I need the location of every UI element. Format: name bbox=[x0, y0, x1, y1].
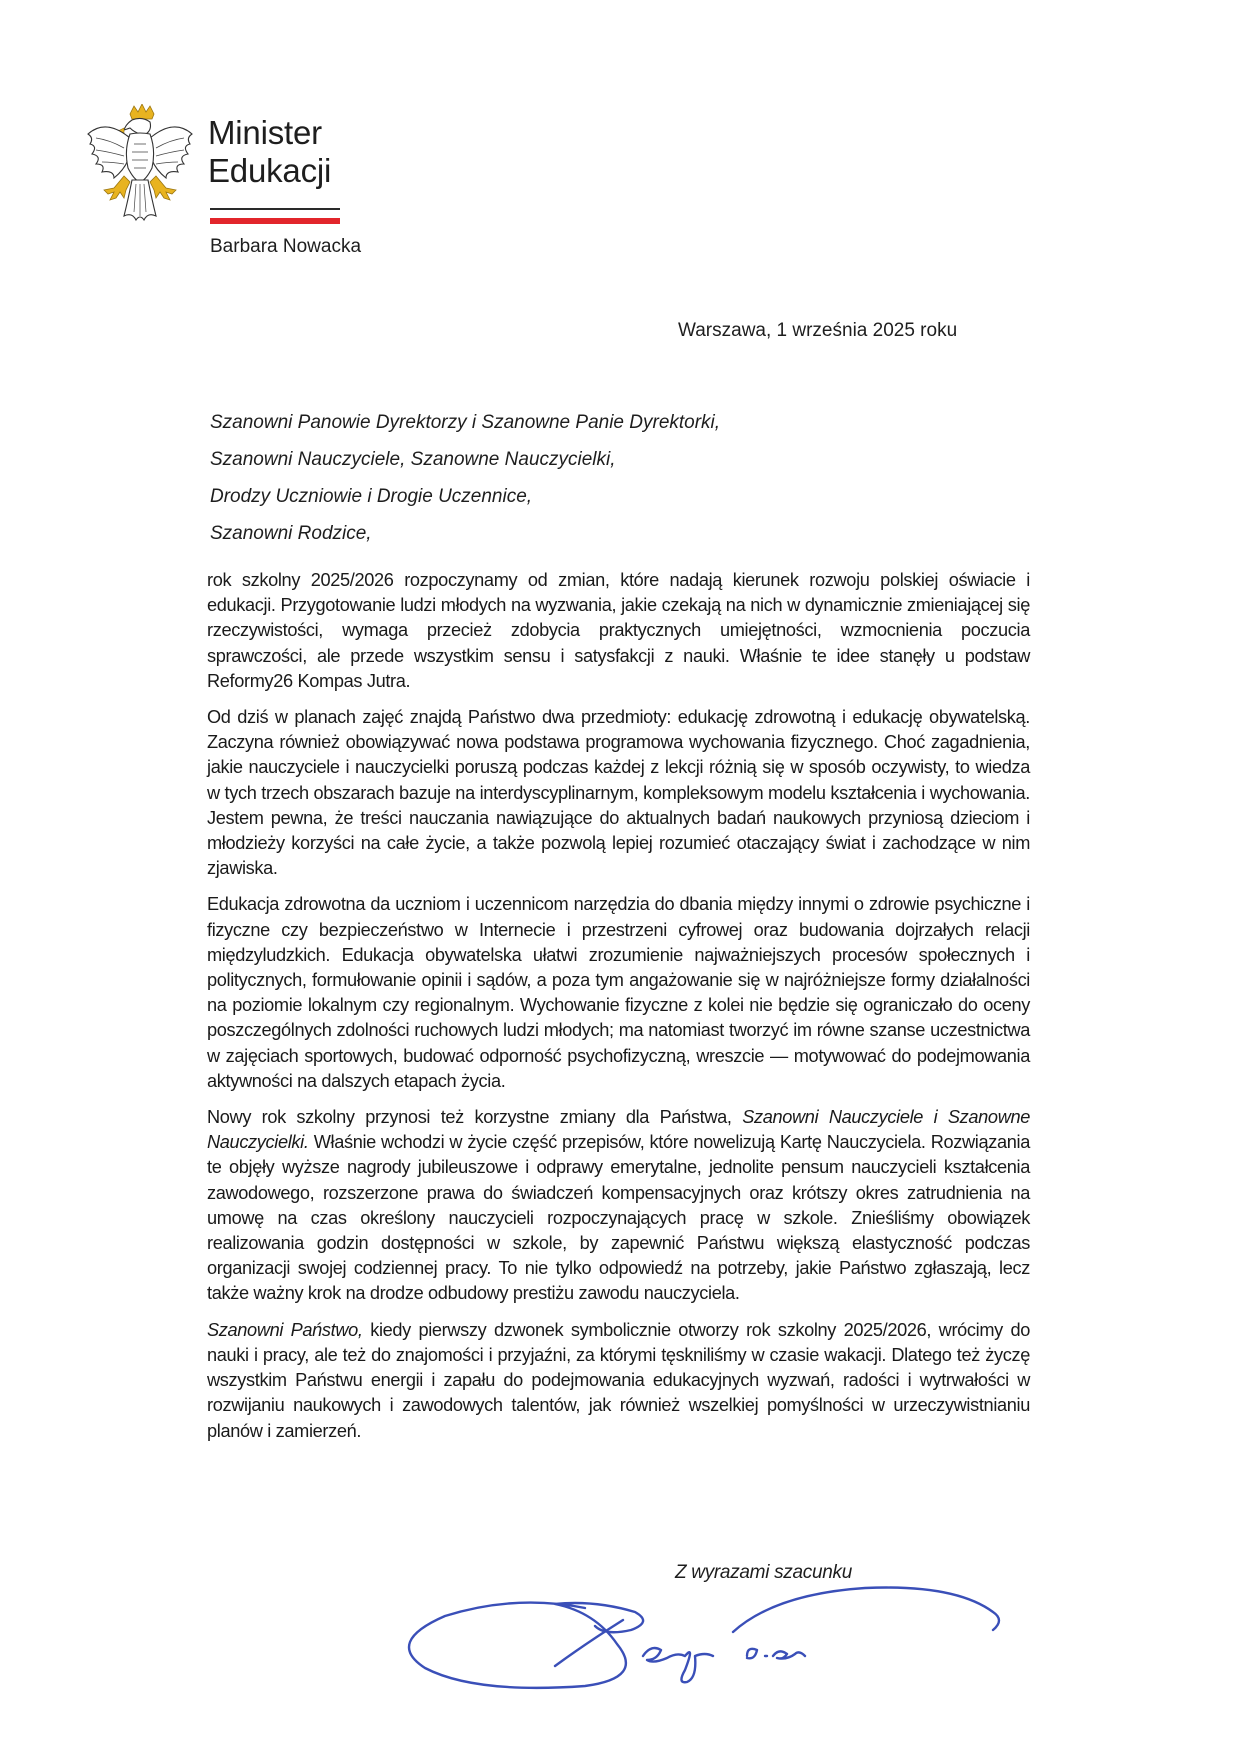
flag-divider-dark bbox=[210, 208, 340, 210]
organization-name bbox=[208, 114, 331, 190]
paragraph-2: Od dziś w planach zajęć znajdą Państwo dwa przedmioty: edukację zdrowotną i edukację obywatelską. Zaczyna również obowiązywać nowa podstawa programowa wychowania fizycznego. Choć zagadnienia, jakie nauczyciele i nauczycielki poruszą podczas każdej z lekcji różnią się w sposób oczywisty, to wiedza w tych trzech obszarach bazuje na interdyscyplinarnym, kompleksowym modelu kształcenia i wychowania. Jestem pewna, że treści nauczania nawiązujące do aktualnych badań naukowych przyniosą dzieciom i młodzieży korzyści na całe życie, a także pozwolą lepiej rozumieć otaczający świat i zachodzące w nim zjawiska. bbox=[207, 707, 1030, 879]
paragraph-4 bbox=[207, 1105, 1030, 1307]
salutation-line: Drodzy Uczniowie i Drogie Uczennice, bbox=[210, 486, 533, 507]
paragraph-4-rest: Właśnie wchodzi w życie część przepisów, które nowelizują Kartę Nauczyciela. Rozwiązania te objęły wyższe nagrody jubileuszowe i odprawy emerytalne, jednolite pensum nauczycieli kształcenia zawodowego, rozszerzone prawa do świadczeń kompensacyjnych oraz krótszy okres zatrudnienia na umowę na czas określony nauczycieli rozpoczynających pracę w szkole. Znieśliśmy obowiązek realizowania godzin dostępności w szkole, by zapewnić Państwu większą elastyczność podczas organizacji swojej codziennej pracy. To nie tylko odpowiedź na potrzeby, jakie Państwo zgłaszają, lecz także ważny krok na drodze odbudowy prestiżu zawodu nauczyciela. bbox=[207, 1132, 1030, 1304]
paragraph-4-lead: Nowy rok szkolny przynosi też korzystne zmiany dla Państwa, bbox=[207, 1107, 743, 1128]
paragraph-4-emphasis: Szanowni Nauczyciele i Szanowne Nauczycielki. bbox=[207, 1107, 1031, 1153]
letter-body bbox=[207, 568, 1030, 1455]
date-line: Warszawa, 1 września 2025 roku bbox=[678, 320, 958, 341]
org-line-2: Edukacji bbox=[208, 152, 332, 189]
salutation-line: Szanowni Rodzice, bbox=[210, 523, 372, 544]
white-eagle-emblem-icon bbox=[84, 104, 196, 224]
paragraph-5-rest: kiedy pierwszy dzwonek symbolicznie otworzy rok szkolny 2025/2026, wrócimy do nauki i pracy, ale też do znajomości i przyjaźni, za którymi tęskniliśmy w czasie wakacji. Dlatego też życzę wszystkim Państwu energii i zapału do podejmowania edukacyjnych wyzwań, radości i wytrwałości w rozwijaniu naukowych i zawodowych talentów, jak również wszelkiej pomyślności w urzeczywistnianiu planów i zamierzeń. bbox=[207, 1319, 1030, 1441]
salutation-line: Szanowni Nauczyciele, Szanowne Nauczycielki, bbox=[210, 449, 616, 470]
org-line-1: Minister bbox=[208, 114, 322, 151]
paragraph-5-emphasis: Szanowni Państwo, bbox=[207, 1319, 363, 1340]
closing-phrase: Z wyrazami szacunku bbox=[675, 1562, 852, 1583]
salutation-line: Szanowni Panowie Dyrektorzy i Szanowne Panie Dyrektorki, bbox=[210, 412, 721, 433]
paragraph-1: rok szkolny 2025/2026 rozpoczynamy od zmian, które nadają kierunek rozwoju polskiej oświacie i edukacji. Przygotowanie ludzi młodych na wyzwania, jakie czekają na nich w dynamicznie zmieniającej się rzeczywistości, wymaga przecież zdobycia praktycznych umiejętności, wzmocnienia poczucia sprawczości, ale przede wszystkim sensu i satysfakcji z nauki. Właśnie te idee stanęły u podstaw Reformy26 Kompas Jutra. bbox=[207, 570, 1030, 691]
salutations-block bbox=[210, 404, 720, 552]
flag-divider-red bbox=[210, 218, 340, 224]
paragraph-3: Edukacja zdrowotna da uczniom i uczennicom narzędzia do dbania między innymi o zdrowie psychiczne i fizyczne czy bezpieczeństwo w Internecie i przestrzeni cyfrowej oraz budowania dojrzałych relacji międzyludzkich. Edukacja obywatelska ułatwi zrozumienie najważniejszych procesów społecznych i politycznych, formułowanie opinii i sądów, a poza tym angażowanie się w najróżniejsze formy działalności na poziomie lokalnym czy regionalnym. Wychowanie fizyczne z kolei nie będzie się ograniczało do oceny poszczególnych zdolności ruchowych ludzi młodych; ma natomiast tworzyć im równe szanse uczestnictwa w zajęciach sportowych, budować odporność psychofizyczną, wreszcie — motywować do podejmowania aktywności na dalszych etapach życia. bbox=[207, 894, 1030, 1091]
minister-name: Barbara Nowacka bbox=[210, 236, 362, 257]
paragraph-5 bbox=[207, 1318, 1030, 1444]
